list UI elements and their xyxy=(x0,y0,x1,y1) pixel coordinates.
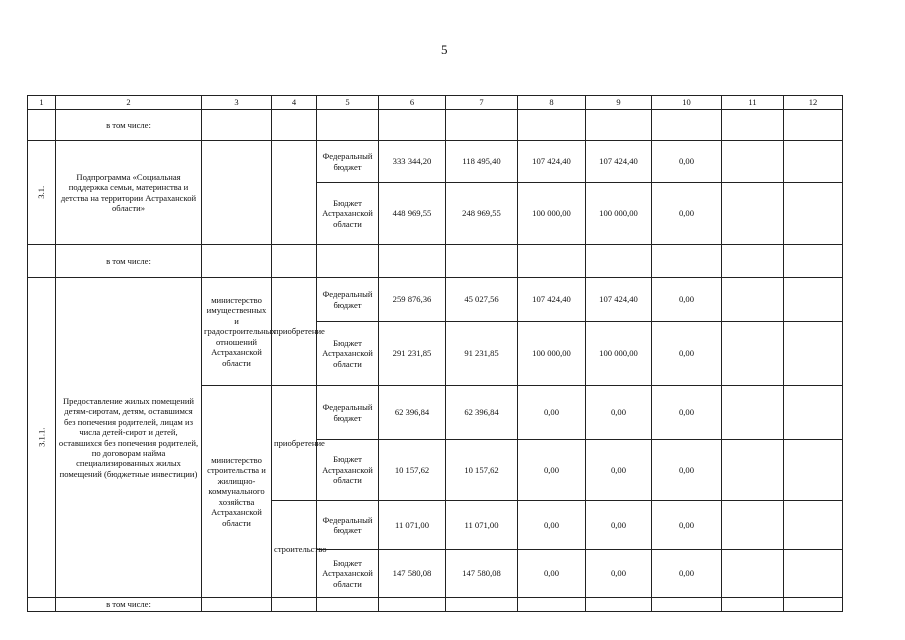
funding-source: Бюджет Астраханской области xyxy=(317,440,379,501)
amount-cell: 0,00 xyxy=(652,440,722,501)
amount-cell: 107 424,40 xyxy=(518,278,586,322)
funding-source: Федеральный бюджет xyxy=(317,386,379,440)
header-cell: 6 xyxy=(379,96,446,110)
header-cell: 2 xyxy=(56,96,202,110)
amount-cell: 0,00 xyxy=(586,550,652,598)
amount-cell: 107 424,40 xyxy=(518,141,586,183)
action-type: строительство xyxy=(272,501,317,598)
table-row xyxy=(28,278,843,322)
funding-source: Бюджет Астраханской области xyxy=(317,550,379,598)
action-type: приобретение xyxy=(272,278,317,386)
amount-cell: 11 071,00 xyxy=(446,501,518,550)
in-that-number-label: в том числе: xyxy=(56,245,202,278)
amount-cell: 45 027,56 xyxy=(446,278,518,322)
amount-cell: 0,00 xyxy=(518,386,586,440)
amount-cell: 0,00 xyxy=(586,440,652,501)
header-cell: 12 xyxy=(784,96,843,110)
amount-cell: 0,00 xyxy=(518,501,586,550)
amount-cell: 0,00 xyxy=(586,501,652,550)
subprogram-name: Подпрограмма «Социальная поддержка семьи, материнства и детства на территории Астраханской области» xyxy=(56,141,202,245)
executor: министерство строительства и жилищно-коммунального хозяйства Астраханской области xyxy=(202,386,272,598)
header-cell: 8 xyxy=(518,96,586,110)
amount-cell: 118 495,40 xyxy=(446,141,518,183)
amount-cell: 62 396,84 xyxy=(379,386,446,440)
header-cell: 1 xyxy=(28,96,56,110)
row-code: 3.1.1. xyxy=(28,278,56,598)
funding-source: Федеральный бюджет xyxy=(317,278,379,322)
amount-cell: 62 396,84 xyxy=(446,386,518,440)
activity-name: Предоставление жилых помещений детям-сиротам, детям, оставшимся без попечения родителей, лицам из числа детей-сирот и детей, оставшихся без попечения родителей, по договорам найма специализированных жилых помещений (бюджетные инвестиции) xyxy=(56,278,202,598)
table-row xyxy=(28,598,843,612)
amount-cell: 100 000,00 xyxy=(586,183,652,245)
amount-cell: 100 000,00 xyxy=(586,322,652,386)
funding-source: Бюджет Астраханской области xyxy=(317,183,379,245)
amount-cell: 0,00 xyxy=(652,278,722,322)
header-cell: 3 xyxy=(202,96,272,110)
amount-cell: 259 876,36 xyxy=(379,278,446,322)
amount-cell: 248 969,55 xyxy=(446,183,518,245)
amount-cell: 91 231,85 xyxy=(446,322,518,386)
table-row xyxy=(28,245,843,278)
in-that-number-label: в том числе: xyxy=(56,598,202,612)
row-code: 3.1. xyxy=(28,141,56,245)
amount-cell: 11 071,00 xyxy=(379,501,446,550)
header-cell: 10 xyxy=(652,96,722,110)
amount-cell: 10 157,62 xyxy=(446,440,518,501)
header-cell: 4 xyxy=(272,96,317,110)
page-number: 5 xyxy=(441,42,448,57)
amount-cell: 0,00 xyxy=(652,183,722,245)
amount-cell: 0,00 xyxy=(652,322,722,386)
amount-cell: 0,00 xyxy=(586,386,652,440)
amount-cell: 0,00 xyxy=(652,141,722,183)
amount-cell: 0,00 xyxy=(518,440,586,501)
amount-cell: 0,00 xyxy=(518,550,586,598)
amount-cell: 147 580,08 xyxy=(446,550,518,598)
amount-cell: 147 580,08 xyxy=(379,550,446,598)
table-row xyxy=(28,141,843,183)
table-row xyxy=(28,110,843,141)
executor: министерство имущественных и градостроительных отношений Астраханской области xyxy=(202,278,272,386)
header-row xyxy=(28,96,843,110)
amount-cell: 0,00 xyxy=(652,501,722,550)
header-cell: 9 xyxy=(586,96,652,110)
amount-cell: 448 969,55 xyxy=(379,183,446,245)
amount-cell: 107 424,40 xyxy=(586,141,652,183)
amount-cell: 10 157,62 xyxy=(379,440,446,501)
amount-cell: 333 344,20 xyxy=(379,141,446,183)
amount-cell: 100 000,00 xyxy=(518,322,586,386)
header-cell: 7 xyxy=(446,96,518,110)
amount-cell: 0,00 xyxy=(652,386,722,440)
funding-source: Бюджет Астраханской области xyxy=(317,322,379,386)
action-type: приобретение xyxy=(272,386,317,501)
in-that-number-label: в том числе: xyxy=(56,110,202,141)
program-table xyxy=(27,95,843,612)
funding-source: Федеральный бюджет xyxy=(317,501,379,550)
header-cell: 5 xyxy=(317,96,379,110)
funding-source: Федеральный бюджет xyxy=(317,141,379,183)
header-cell: 11 xyxy=(722,96,784,110)
amount-cell: 291 231,85 xyxy=(379,322,446,386)
amount-cell: 100 000,00 xyxy=(518,183,586,245)
amount-cell: 0,00 xyxy=(652,550,722,598)
amount-cell: 107 424,40 xyxy=(586,278,652,322)
